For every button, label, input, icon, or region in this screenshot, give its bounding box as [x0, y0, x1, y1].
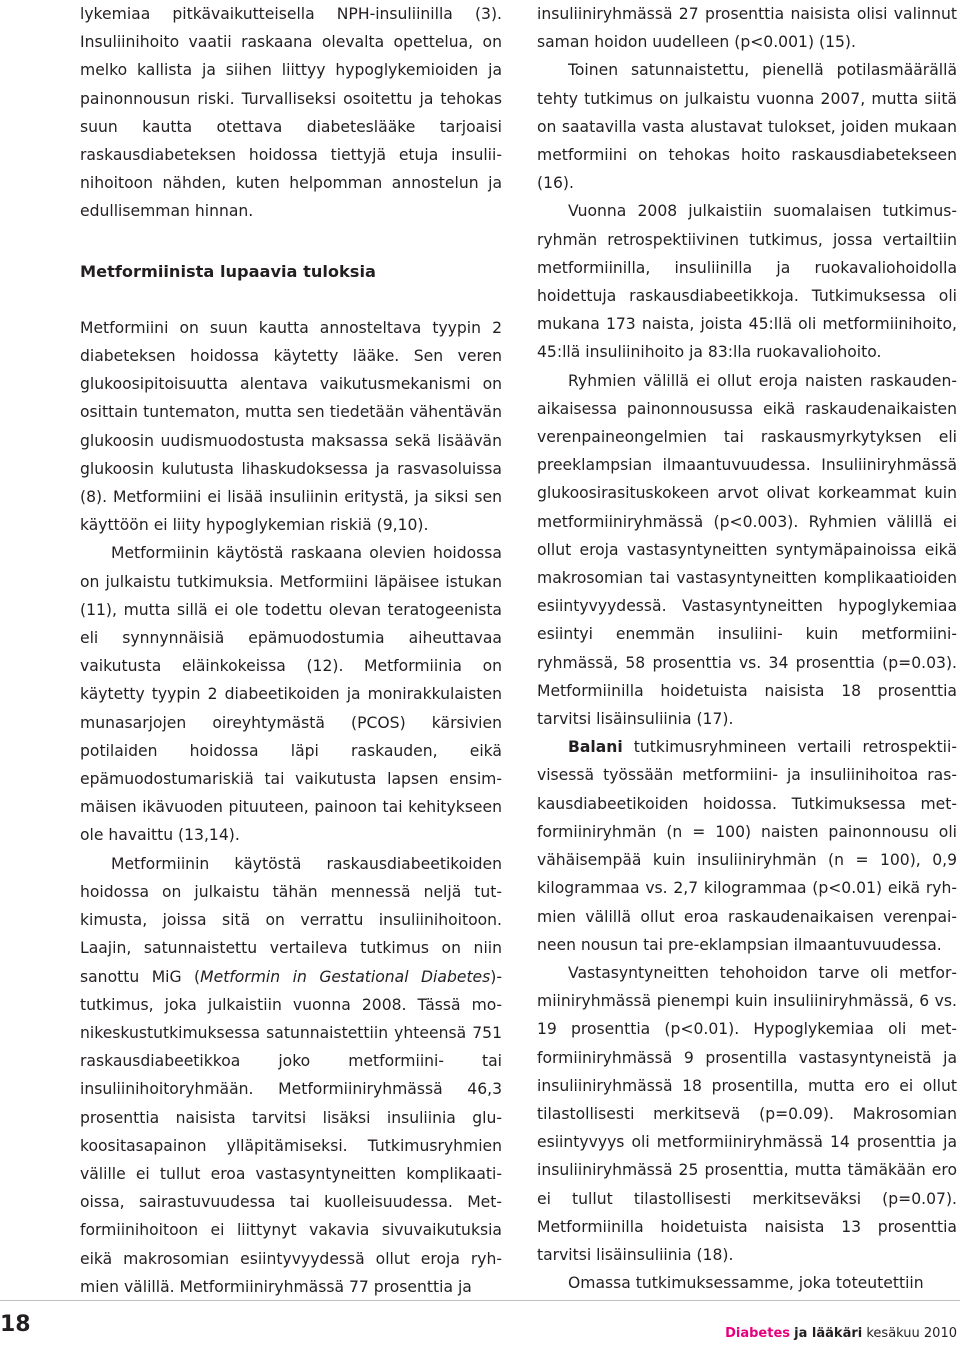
paragraph: Metformiini on suun kautta annosteltava tyypin 2 diabeteksen hoidossa käytetty lääke. Sen veren glukoosipitoisuutta alentava vaikutusmekanismi on osittain tuntematon, mutta sen tiedetään vähentävän glukoosin uudismuodostusta maksassa sekä lisäävän glukoosin kulutusta lihaskudoksessa ja rasvasoluissa (8). Metformiini ei lisää insuliinin eritystä, ja siksi sen käyttöön ei liity hypoglykemian riskiä (9,10). [80, 318, 502, 535]
paragraph-text: Metformiinin käytöstä raskausdiabeetikoiden hoidossa on julkaistu tähän mennessä neljä tutkimusta, joissa sitä on verrattu insuliinihoitoon. Laajin, satunnaistettu vertaileva tutkimus on niin sanottu MiG ( [80, 854, 502, 986]
paragraph: lykemiaa pitkävaikutteisella NPH-insuliinilla (3). Insuliinihoito vaatii raskaana olevalta opettelua, on melko kallista ja siihen liittyy hypoglykemioiden ja painonnousun riski. Turvalliseksi osoitettu ja tehokas suun kautta otettava diabeteslääke tarjoaisi raskausdiabeteksen hoidossa tiettyjä etuja insuliinihoitoon nähden, kuten helpomman annostelun ja edullisemman hinnan. [80, 5, 502, 221]
paragraph [537, 733, 957, 959]
left-column [80, 0, 502, 1301]
paragraph: Metformiinin käytöstä raskaana olevien hoidossa on julkaistu tutkimuksia. Metformiini läpäisee istukan (11), mutta sillä ei ole todettu olevan teratogeenista eli synnynnäisiä epämuodostumia aiheuttavaa vaikutusta eläinkokeissa (12). Metformiinia on käytetty tyypin 2 diabeetikoiden ja monirakkulaisten munasarjojen oireyhtymästä (PCOS) kärsivien potilaiden hoidossa läpi raskauden, eikä epämuodostumariskiä tai vaikutusta lapsen ensimmäisen ikävuoden pituuteen, painoon tai kehitykseen ole havaittu (13,14). [80, 544, 502, 845]
issue-date: kesäkuu 2010 [866, 1326, 957, 1341]
paragraph: Vuonna 2008 julkaistiin suomalaisen tutkimusryhmän retrospektiivinen tutkimus, jossa vertailtiin metformiinilla, insuliinilla ja ruokavaliohoidolla hoidettuja raskausdiabeetikkoja. Tutkimuksessa oli mukana 173 naista, joista 45:llä oli metformiinihoito, 45:llä insuliinihoito ja 83:lla ruokavaliohoito. [537, 202, 957, 362]
paragraph-text: tutkimusryhmineen vertaili retrospektiivisessä työssään metformiini- ja insuliinihoitoa raskausdiabeetikoiden hoidossa. Tutkimuksessa metformiiniryhmän (n = 100) naisten painonnousu oli vähäisempää kuin insuliiniryhmän (n = 100), 0,9 kilogrammaa vs. 2,7 kilogrammaa (p<0.01) eikä ryhmien välillä ollut eroa raskaudenaikaisen verenpaineen nousun tai pre-eklampsian ilmaantuvuudessa. [537, 738, 957, 954]
paragraph [80, 850, 502, 1301]
brand-name-diabetes: Diabetes [725, 1326, 791, 1341]
publication-masthead [725, 1326, 957, 1341]
paragraph: Ryhmien välillä ei ollut eroja naisten raskaudenaikaisessa painonnousussa eikä raskaudenaikaisten verenpaineongelmien tai raskausmyrkytyksen eli preeklampsian ilmaantuvuudessa. Insuliiniryhmässä glukoosirasituskokeen arvot olivat korkeammat kuin metformiiniryhmässä (p<0.003). Ryhmien välillä ei ollut eroja vastasyntyneitten syntymäpainoissa eikä makrosomian tai vastasyntyneitten komplikaatioiden esiintyvyydessä. Vastasyntyneitten hypoglykemiaa esiintyi enemmän insuliini- kuin metformiiniryhmässä, 58 prosenttia vs. 34 prosenttia (p=0.03). Metformiinilla hoidetuista naisista 18 prosenttia tarvitsi lisäinsuliinia (17). [537, 371, 957, 729]
section-heading: Metformiinista lupaavia tuloksia [80, 261, 376, 281]
study-title-italic: Metformin in Gestational Diabetes [200, 967, 491, 986]
paragraph: Vastasyntyneitten tehohoidon tarve oli metformiiniryhmässä pienempi kuin insuliiniryhmässä, 6 vs. 19 prosenttia (p<0.01). Hypoglykemiaa oli metformiiniryhmässä 9 prosentilla vastasyntyneistä ja insuliiniryhmässä 18 prosentilla, mutta ero ei ollut tilastollisesti merkitsevä (p=0.09). Makrosomian esiintyvyys oli metformiiniryhmässä 14 prosenttia ja insuliiniryhmässä 25 prosenttia, mutta tämäkään ero ei tullut tilastollisesti merkitseväksi (p=0.07). Metformiinilla hoidetuista naisista 13 prosenttia tarvitsi lisäinsuliinia (18). [537, 963, 957, 1264]
brand-name-laakari: ja lääkäri [794, 1326, 863, 1341]
paragraph: insuliiniryhmässä 27 prosenttia naisista olisi valinnut saman hoidon uudelleen (p<0.001) (15). [537, 5, 957, 52]
footer-divider [0, 1300, 960, 1301]
page-footer [0, 1300, 960, 1345]
paragraph: Toinen satunnaistettu, pienellä potilasmäärällä tehty tutkimus on julkaistu vuonna 2007, mutta siitä on saatavilla vasta alustavat tulokset, joiden mukaan metformiini on tehokas hoito raskausdiabetekseen (16). [537, 61, 957, 193]
author-name-bold: Balani [568, 738, 623, 757]
paragraph-text: )-tutkimus, joka julkaistiin vuonna 2008. Tässä monikeskustutkimuksessa satunnaistettiin yhteensä 751 raskausdiabeetikkoa joko metformiini- tai insuliinihoitoryhmään. Metformiiniryhmässä 46,3 prosenttia naisista tarvitsi lisäksi insuliinia glukoositasapainon ylläpitämiseksi. Tutkimusryhmien välille ei tullut eroa vastasyntyneitten komplikaatioissa, sairastuvuudessa tai kuolleisuudessa. Metformiinihoitoon ei liittynyt vakavia sivuvaikutuksia eikä makrosomian esiintyvyydessä ollut eroja ryhmien välillä. Metformiiniryhmässä 77 prosenttia ja [80, 967, 502, 1296]
page-number: 18 [0, 1312, 31, 1337]
right-column [537, 0, 957, 1297]
paragraph: Omassa tutkimuksessamme, joka toteutettiin [568, 1274, 924, 1293]
